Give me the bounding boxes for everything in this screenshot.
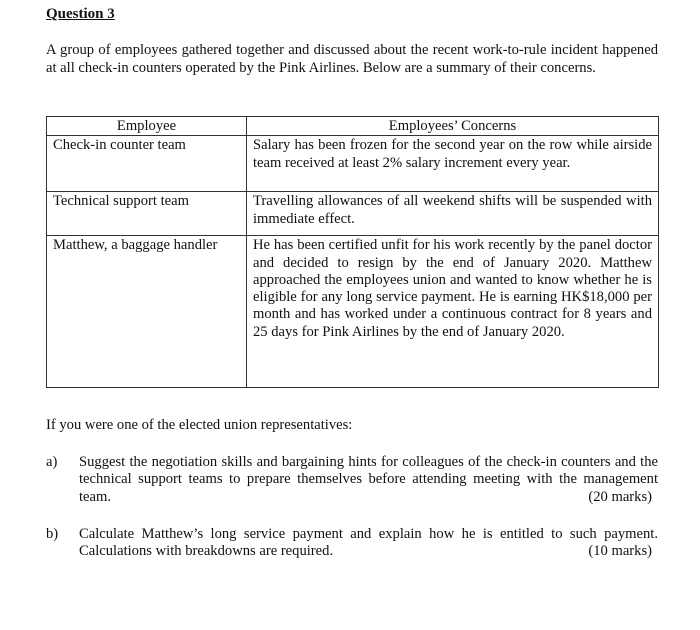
table-row (47, 236, 659, 388)
concerns-table (46, 116, 659, 388)
part-text: Suggest the negotiation skills and bargaining hints for colleagues of the check-in counters and the technical support teams to prepare themselves before attending meeting with the management team. (79, 454, 658, 505)
union-prompt: If you were one of the elected union representatives: (46, 417, 353, 433)
table-row (47, 136, 659, 192)
table-row (47, 192, 659, 236)
employee-cell: Technical support team (47, 192, 247, 236)
concern-cell: Salary has been frozen for the second year on the row while airside team received at least 2% salary increment every year. (247, 136, 659, 192)
concern-cell: Travelling allowances of all weekend shifts will be suspended with immediate effect. (247, 192, 659, 236)
question-title: Question 3 (46, 6, 115, 22)
employee-cell: Matthew, a baggage handler (47, 236, 247, 388)
column-header-concerns: Employees’ Concerns (247, 117, 659, 136)
part-marks: (10 marks) (588, 543, 652, 560)
part-letter: a) (46, 454, 58, 470)
part-letter: b) (46, 526, 59, 542)
concern-cell: He has been certified unfit for his work recently by the panel doctor and decided to resign by the end of January 2020. Matthew approached the employees union and wanted to know whether he is eligible for any long service payment. He is earning HK$18,000 per month and has worked under a continuous contract for 8 years and 25 days for Pink Airlines by the end of January 2020. (247, 236, 659, 388)
table-header-row (47, 117, 659, 136)
column-header-employee: Employee (47, 117, 247, 136)
intro-paragraph: A group of employees gathered together and discussed about the recent work-to-rule incident happened at all check-in counters operated by the Pink Airlines. Below are a summary of their concerns. (46, 42, 658, 76)
part-marks: (20 marks) (588, 488, 652, 505)
part-text: Calculate Matthew’s long service payment and explain how he is entitled to such payment. Calculations with breakdowns are required. (79, 526, 658, 560)
employee-cell: Check-in counter team (47, 136, 247, 192)
